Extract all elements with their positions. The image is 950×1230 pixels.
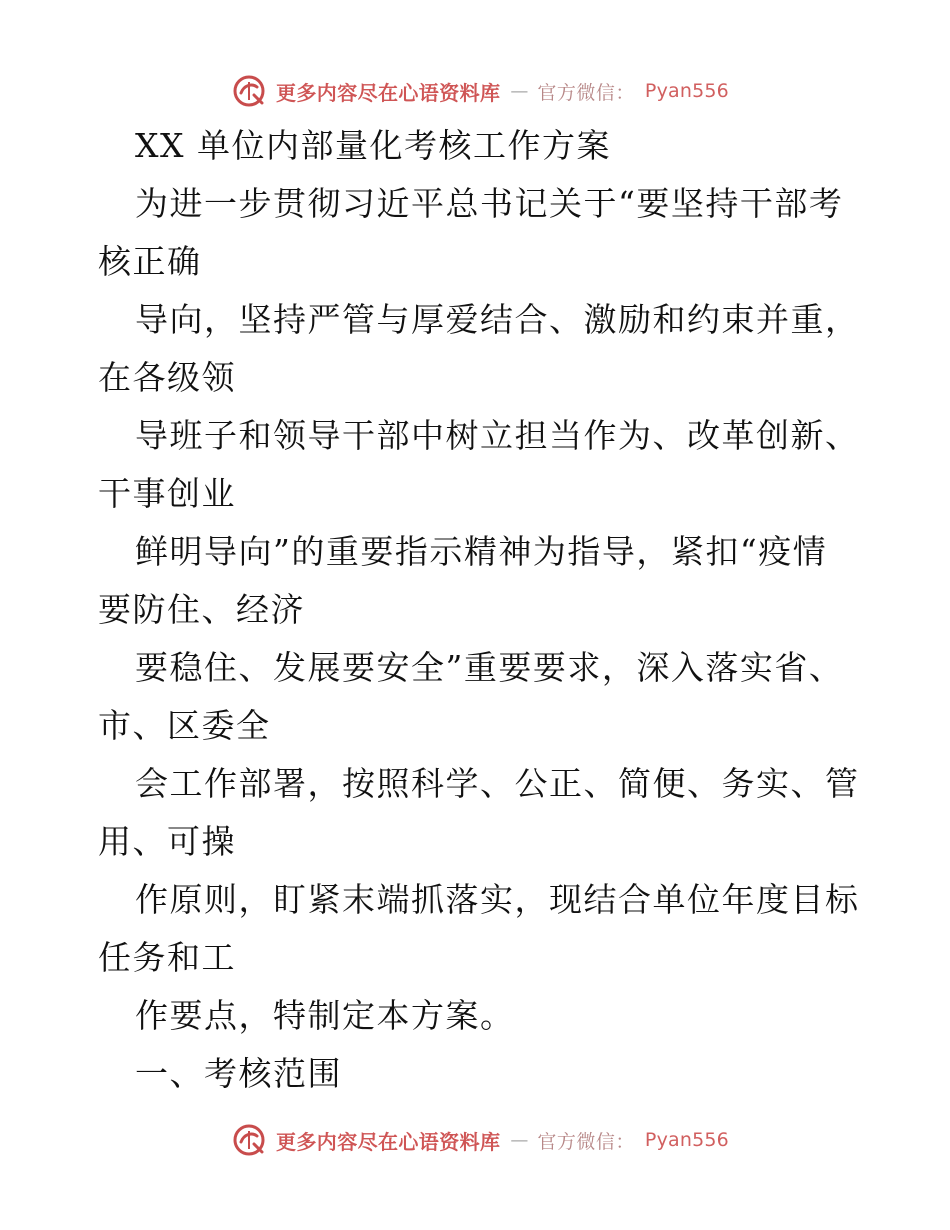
paragraph-line: 要防住、经济: [98, 590, 305, 629]
paragraph-line: 鲜明导向”的重要指示精神为指导，紧扣“疫情: [135, 532, 828, 571]
paragraph-line: 作要点，特制定本方案。: [135, 996, 515, 1035]
brand-logo-icon: [232, 1123, 266, 1157]
watermark-separator: —: [510, 1129, 528, 1151]
paragraph-line: 市、区委全: [98, 706, 271, 745]
watermark-wechat-label: 官方微信：: [537, 1130, 635, 1153]
paragraph-line: 任务和工: [98, 938, 236, 977]
watermark-text: 更多内容尽在心语资料库: [276, 80, 501, 105]
watermark-text: 更多内容尽在心语资料库: [276, 1129, 501, 1154]
brand-logo-icon: [232, 74, 266, 108]
paragraph-line: 导向，坚持严管与厚爱结合、激励和约束并重，: [135, 300, 860, 339]
watermark-wechat-id: Pyan556: [644, 80, 729, 102]
paragraph-line: 在各级领: [98, 358, 236, 397]
paragraph-line: 会工作部署，按照科学、公正、简便、务实、管: [135, 764, 860, 803]
paragraph-line: 作原则，盯紧末端抓落实，现结合单位年度目标: [135, 880, 860, 919]
paragraph-line: 核正确: [98, 242, 202, 281]
paragraph-line: 导班子和领导干部中树立担当作为、改革创新、: [135, 416, 860, 455]
watermark-footer: [232, 1122, 729, 1158]
paragraph-line: 用、可操: [98, 822, 236, 861]
paragraph-line: 为进一步贯彻习近平总书记关于“要坚持干部考: [135, 184, 844, 223]
section-heading: 一、考核范围: [135, 1054, 342, 1093]
watermark-wechat-label: 官方微信：: [537, 81, 635, 104]
watermark-separator: —: [510, 80, 528, 102]
document-title: XX 单位内部量化考核工作方案: [135, 126, 611, 165]
watermark-wechat-id: Pyan556: [644, 1129, 729, 1151]
paragraph-line: 要稳住、发展要安全”重要要求，深入落实省、: [135, 648, 844, 687]
paragraph-line: 干事创业: [98, 474, 236, 513]
watermark-header: [232, 73, 729, 109]
